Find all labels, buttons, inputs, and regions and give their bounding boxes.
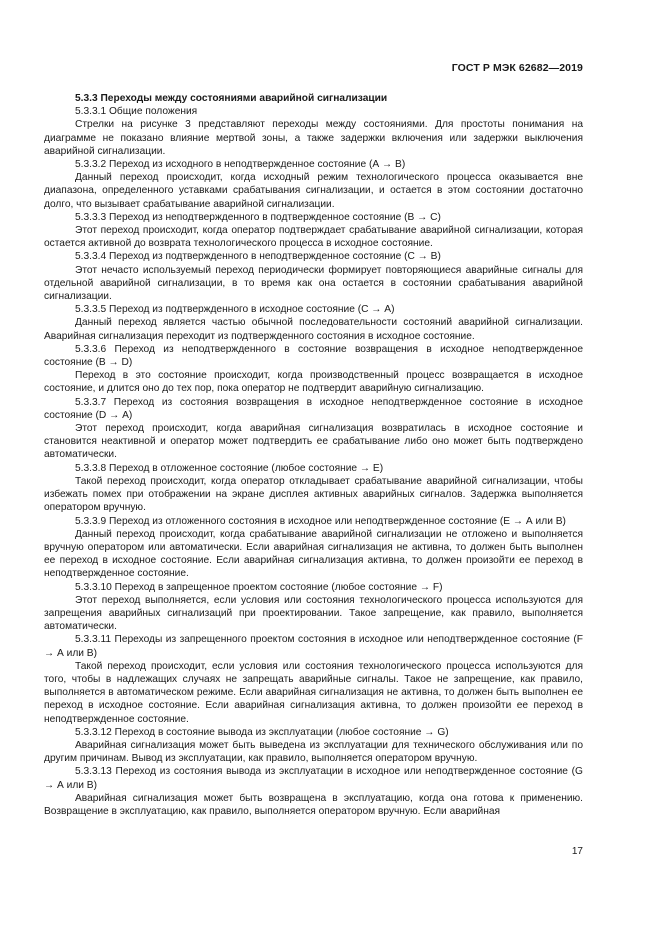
body-paragraph: Такой переход происходит, если условия или состояния технологического процесса используются для того, чтобы в надлежащих случаях не запрещать аварийные сигналы. Такое не запрещение, как правило, выполняется в автоматическом режиме. Если аварийная сигнализация не активна, то должен быть выполнен ее переход в исходное состояние. Если аварийная сигнализация активна, то должен произойти ее переход в неподтвержденное состояние.: [44, 660, 583, 725]
document-body: [44, 92, 583, 818]
subsection-title: 5.3.3.1 Общие положения: [75, 106, 198, 118]
body-paragraph: Этот переход происходит, когда оператор подтверждает срабатывание аварийной сигнализации, которая остается активной до возврата технологического процесса в исходное состояние.: [44, 225, 583, 250]
body-paragraph: Этот нечасто используемый переход периодически формирует повторяющиеся аварийные сигналы для отдельной аварийной сигнализации, в то время как она остается в состоянии срабатывания аварийной сигнализации.: [44, 264, 583, 303]
body-paragraph: Стрелки на рисунке 3 представляют переходы между состояниями. Для простоты понимания на диаграмме не показано влияние мертвой зоны, а также задержки включения или задержки выключения аварийной сигнализации.: [44, 119, 583, 157]
subsection-title: 5.3.3.2 Переход из исходного в неподтвержденное состояние (А → В): [75, 159, 406, 171]
body-paragraph: Аварийная сигнализация может быть выведена из эксплуатации для технического обслуживания или по другим причинам. Вывод из эксплуатации, как правило, выполняется оператором вручную.: [44, 739, 583, 765]
body-paragraph: Этот переход выполняется, если условия или состояния технологического процесса используются для запрещения аварийных сигнализаций при проектировании. Такое запрещение, как правило, выполняется автоматически.: [44, 594, 583, 633]
subsection-title: 5.3.3.8 Переход в отложенное состояние (любое состояние → Е): [75, 462, 384, 474]
subsection-title: 5.3.3.10 Переход в запрещенное проектом состояние (любое состояние → F): [75, 581, 443, 593]
document-header: ГОСТ Р МЭК 62682—2019: [451, 62, 583, 74]
body-paragraph: Этот переход происходит, когда аварийная сигнализация возвратилась в исходное состояние и становится неактивной и оператор может подтвердить ее срабатывание либо оно может быть подтверждено автоматически.: [44, 423, 583, 461]
subsection-title: 5.3.3.9 Переход из отложенного состояния в исходное или неподтвержденное состояние (Е → А или В): [75, 515, 566, 527]
body-paragraph: Переход в это состояние происходит, когда производственный процесс возвращается в исходное состояние, и длится оно до тех пор, пока оператор не подтвердит аварийную сигнализацию.: [44, 370, 583, 395]
subsection-title: 5.3.3.5 Переход из подтвержденного в исходное состояние (С → А): [75, 304, 395, 316]
page-number: 17: [571, 846, 583, 857]
subsection-title: 5.3.3.6 Переход из неподтвержденного в состояние возвращения в исходное неподтвержденное состояние (В → D): [44, 343, 583, 369]
subsection-title: 5.3.3.12 Переход в состояние вывода из эксплуатации (любое состояние → G): [75, 726, 449, 738]
subsection-title: 5.3.3.13 Переход из состояния вывода из эксплуатации в исходное или неподтвержденное состояние (G → А или В): [44, 766, 583, 791]
section-heading: 5.3.3 Переходы между состояниями аварийной сигнализации: [75, 93, 388, 104]
body-paragraph: Такой переход происходит, когда оператор откладывает срабатывание аварийной сигнализации, чтобы избежать помех при отображении на экране дисплея активных аварийных сигналов. Задержка выполняется оператором вручную.: [44, 475, 583, 514]
body-paragraph: Аварийная сигнализация может быть возвращена в эксплуатацию, когда она готова к применению. Возвращение в эксплуатацию, как правило, выполняется оператором вручную. Если аварийная: [44, 792, 583, 817]
subsection-title: 5.3.3.11 Переходы из запрещенного проектом состояния в исходное или неподтвержденное состояние (F → А или В): [44, 634, 583, 659]
subsection-title: 5.3.3.4 Переход из подтвержденного в неподтвержденное состояние (С → В): [75, 251, 441, 263]
body-paragraph: Данный переход происходит, когда исходный режим технологического процесса оказывается вне диапазона, определенного уставками срабатывания сигнализации, и остается в этом состоянии достаточно долго, что вызывает срабатывание аварийной сигнализации.: [44, 172, 583, 210]
subsection-title: 5.3.3.7 Переход из состояния возвращения в исходное неподтвержденное состояние в исходное состояние (D → А): [44, 396, 583, 421]
subsection-title: 5.3.3.3 Переход из неподтвержденного в подтвержденное состояние (В → С): [75, 211, 441, 223]
body-paragraph: Данный переход является частью обычной последовательности состояний аварийной сигнализации. Аварийная сигнализация переходит из подтвержденного состояния в исходное состояние.: [44, 317, 583, 342]
body-paragraph: Данный переход происходит, когда срабатывание аварийной сигнализации не отложено и выполняется вручную оператором или автоматически. Если аварийная сигнализация не активна, то должен быть выполнен ее переход в исходное состояние. Если аварийная сигнализация активна, то должен произойти ее переход в неподтвержденное состояние.: [44, 528, 583, 580]
